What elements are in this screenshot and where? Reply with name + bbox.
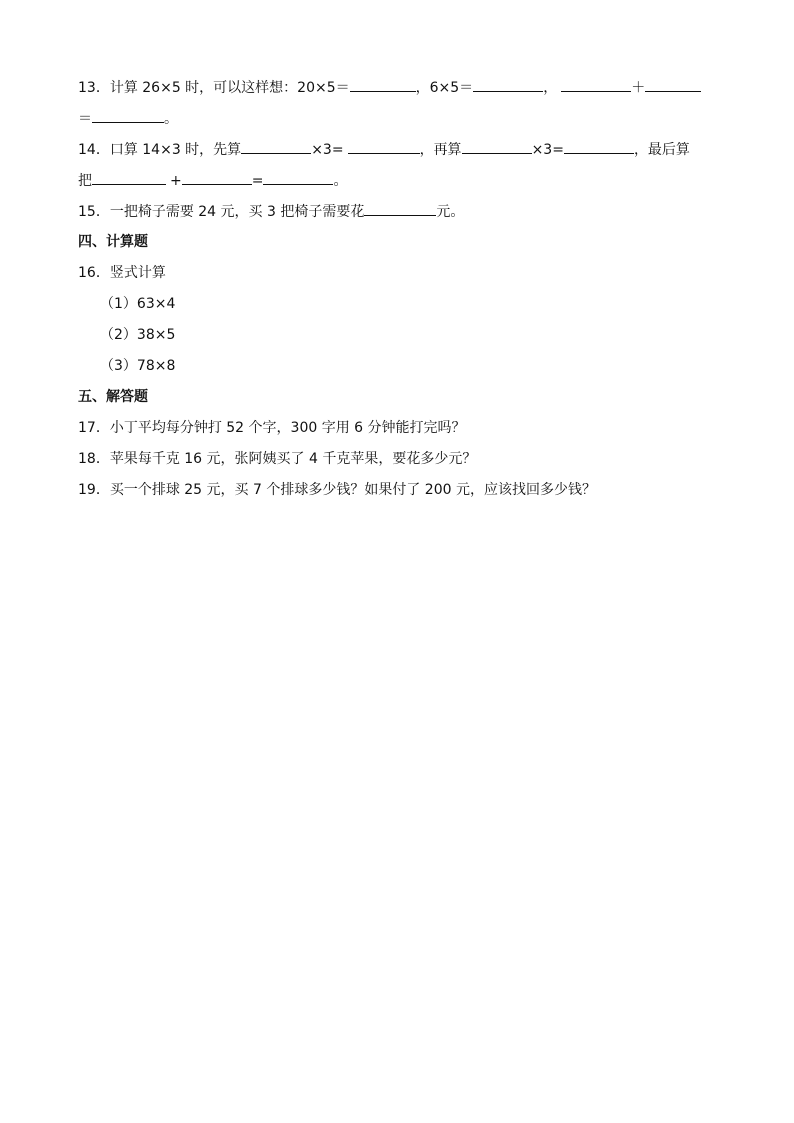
question-15 — [78, 201, 464, 221]
section-4-heading: 四、计算题 — [78, 234, 148, 250]
question-18-text: 苹果每千克 16 元，张阿姨买了 4 千克苹果，要花多少元？ — [109, 451, 477, 467]
question-14-text-g: + — [170, 173, 182, 189]
question-14-text-c: ，再算 — [419, 142, 462, 158]
question-14-text-d: ×3= — [531, 142, 564, 158]
question-13-text-f: 。 — [164, 111, 178, 127]
question-14-text-f: 把 — [78, 173, 92, 189]
question-14-text-h: = — [251, 173, 264, 189]
question-16-item-2: （2）38×5 — [100, 327, 176, 343]
question-13-text-b: ，6×5＝ — [415, 80, 474, 96]
question-13-text-d: ＋ — [631, 80, 646, 96]
question-15-number: 15． — [78, 204, 110, 220]
question-13-blank-1[interactable] — [350, 77, 416, 92]
question-14-blank-1[interactable] — [241, 139, 311, 154]
question-14-line-1 — [78, 139, 690, 159]
question-14-blank-4[interactable] — [564, 139, 634, 154]
question-14-line-2 — [78, 170, 347, 190]
question-13-line-2 — [78, 108, 178, 128]
section-5-heading: 五、解答题 — [78, 389, 148, 405]
question-15-text-a: 一把椅子需要 24 元，买 3 把椅子需要花 — [109, 204, 365, 220]
question-13-blank-4[interactable] — [645, 77, 701, 92]
question-13-blank-2[interactable] — [473, 77, 543, 92]
question-18 — [78, 449, 476, 469]
question-14-blank-5[interactable] — [92, 170, 166, 185]
question-15-blank[interactable] — [364, 201, 436, 216]
question-17 — [78, 418, 466, 438]
question-13-blank-3[interactable] — [561, 77, 631, 92]
question-16-text: 竖式计算 — [109, 265, 166, 281]
question-18-number: 18． — [78, 451, 110, 467]
question-15-text-b: 元。 — [436, 204, 465, 220]
question-13-text-c: ， — [543, 80, 558, 96]
question-19-text: 买一个排球 25 元，买 7 个排球多少钱？如果付了 200 元，应该找回多少钱？ — [109, 482, 596, 498]
question-14-text-b: ×3= — [311, 142, 344, 158]
question-16-item-1: （1）63×4 — [100, 296, 176, 312]
question-13-line-1 — [78, 77, 701, 97]
question-14-text-a: 口算 14×3 时，先算 — [109, 142, 242, 158]
question-19-number: 19． — [78, 482, 110, 498]
question-14-blank-6[interactable] — [182, 170, 252, 185]
question-13-text-e: ＝ — [78, 111, 92, 127]
question-16-item-3: （3）78×8 — [100, 358, 176, 374]
question-14-blank-3[interactable] — [462, 139, 532, 154]
question-19 — [78, 480, 596, 500]
question-17-text: 小丁平均每分钟打 52 个字，300 字用 6 分钟能打完吗？ — [109, 420, 466, 436]
question-13-number: 13． — [78, 80, 110, 96]
question-14-blank-2[interactable] — [348, 139, 420, 154]
question-13-blank-5[interactable] — [92, 108, 164, 123]
question-14-text-e: ，最后算 — [633, 142, 690, 158]
question-14-number: 14． — [78, 142, 110, 158]
question-14-blank-7[interactable] — [263, 170, 333, 185]
question-16-number: 16． — [78, 265, 110, 281]
question-16 — [78, 263, 166, 283]
question-14-text-i: 。 — [333, 173, 348, 189]
question-13-text-a: 计算 26×5 时，可以这样想：20×5＝ — [109, 80, 350, 96]
question-17-number: 17． — [78, 420, 110, 436]
